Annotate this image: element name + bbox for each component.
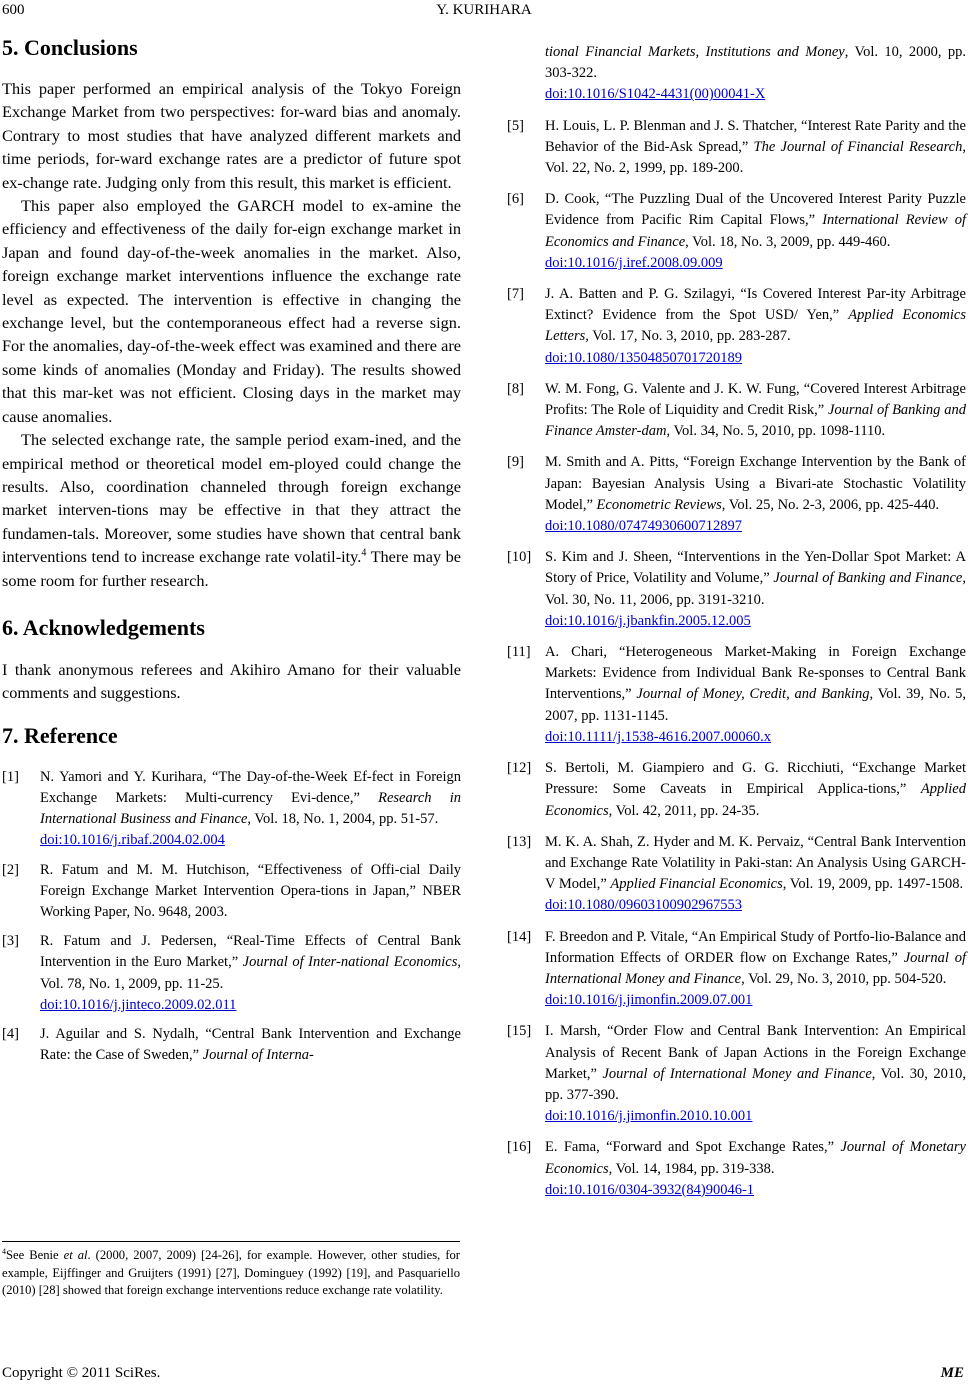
- reference-item: [2, 767, 461, 852]
- reference-authors-title: J. Aguilar and S. Nydalh, “Central Bank Intervention and Exchange Rate: the Case of Sweden,”: [40, 1025, 461, 1064]
- reference-item: [2, 931, 461, 1016]
- reference-doi-link[interactable]: doi:10.1016/j.iref.2008.09.009: [545, 254, 723, 271]
- reference-number: [4]: [2, 1025, 19, 1042]
- reference-details: , Vol. 30, 2010, pp. 377-390.: [545, 1065, 966, 1103]
- page-number: 600: [2, 2, 25, 18]
- reference-authors-title: M. K. A. Shah, Z. Hyder and M. K. Pervaiz, “Central Bank Intervention and Exchange Rate Volatility in Paki-stan: An Analysis Using GARCH-V Model,”: [545, 833, 966, 893]
- reference-number: [6]: [507, 191, 524, 208]
- reference-journal: Journal of International Money and Finance: [545, 949, 967, 987]
- reference-doi-link[interactable]: doi:10.1111/j.1538-4616.2007.00060.x: [545, 728, 771, 745]
- reference-journal: Econometric Reviews: [596, 496, 722, 513]
- reference-doi-link[interactable]: doi:10.1016/j.ribaf.2004.02.004: [40, 832, 225, 849]
- reference-details: , Vol. 14, 1984, pp. 319-338.: [608, 1160, 775, 1177]
- reference-number: [11]: [507, 644, 531, 661]
- reference-number: [5]: [507, 117, 524, 134]
- reference-authors-title: R. Fatum and M. M. Hutchison, “Effectiveness of Offi-cial Daily Foreign Exchange Market Intervention Opera-tions in Japan,” NBER Working Paper, No. 9648, 2003.: [40, 861, 461, 920]
- reference-authors-title: S. Kim and J. Sheen, “Interventions in the Yen-Dollar Spot Market: A Story of Price, Volatility and Volume,”: [545, 549, 966, 587]
- reference-authors-title: N. Yamori and Y. Kurihara, “The Day-of-the-Week Ef-fect in Foreign Exchange Markets: Multi-currency Evi-dence,”: [40, 768, 461, 806]
- reference-text: [40, 931, 461, 1016]
- reference-doi-link[interactable]: doi:10.1080/07474930600712897: [545, 518, 742, 535]
- reference-item: [507, 452, 966, 537]
- reference-text: [40, 767, 461, 852]
- reference-item: [2, 1024, 461, 1066]
- footnote-etal: et al: [63, 1248, 88, 1262]
- reference-number: [10]: [507, 549, 532, 566]
- reference-details: , Vol. 10, 2000, pp. 303-322.: [545, 44, 967, 82]
- reference-list-left: [2, 767, 461, 1067]
- reference-text: [545, 1137, 966, 1201]
- reference-authors-title: I. Marsh, “Order Flow and Central Bank Intervention: An Empirical Analysis of Recent Bank of Japan Actions in the Foreign Exchange Market,”: [545, 1023, 966, 1082]
- reference-item: [507, 832, 966, 917]
- reference-journal: Journal of Inter-national Economics: [242, 954, 458, 971]
- reference-journal: Applied Economics: [545, 781, 966, 819]
- reference-text: [545, 452, 966, 537]
- reference-number: [8]: [507, 380, 524, 397]
- reference-details: , Vol. 19, 2009, pp. 1497-1508.: [782, 876, 964, 893]
- reference-heading: 7. Reference: [2, 722, 118, 748]
- acknowledgements-text: I thank anonymous referees and Akihiro Amano for their valuable comments and suggestions.: [2, 659, 461, 703]
- reference-journal: The Journal of Financial Research: [753, 138, 963, 155]
- reference-text: [545, 42, 966, 106]
- reference-details: , Vol. 25, No. 2-3, 2006, pp. 425-440.: [721, 496, 940, 513]
- reference-journal: Journal of International Money and Finance: [602, 1065, 872, 1082]
- reference-details: , Vol. 18, No. 1, 2004, pp. 51-57.: [247, 811, 439, 828]
- reference-text: [545, 927, 966, 1012]
- reference-list-right: [507, 42, 966, 1201]
- reference-doi-link[interactable]: doi:10.1016/0304-3932(84)90046-1: [545, 1181, 755, 1198]
- footnote: [2, 1247, 460, 1300]
- reference-details: , Vol. 39, No. 5, 2007, pp. 1131-1145.: [545, 686, 966, 724]
- reference-number: [15]: [507, 1023, 532, 1040]
- reference-item: [507, 547, 966, 632]
- left-column: [2, 34, 461, 1074]
- reference-item: [507, 758, 966, 822]
- reference-number: [14]: [507, 928, 532, 945]
- reference-item: [507, 642, 966, 748]
- reference-details: , Vol. 30, No. 11, 2006, pp. 3191-3210.: [545, 570, 966, 608]
- conclusions-paragraph-3-main: The selected exchange rate, the sample period exam-ined, and the empirical method or theoretical model em-ployed could change the results. Also, coordination channeled through foreign exchange market interven-tions may be effective in that they attract the fundamen-tals. Moreover, some studies have shown that central bank interventions tend to increase exchange rate volatil-ity.: [2, 430, 461, 567]
- reference-journal: Applied Economics Letters: [545, 307, 966, 345]
- reference-authors-title: W. M. Fong, G. Valente and J. K. W. Fung, “Covered Interest Arbitrage Profits: The Role of Liquidity and Credit Risk,”: [545, 380, 966, 419]
- reference-details: , Vol. 18, No. 3, 2009, pp. 449-460.: [685, 233, 891, 250]
- reference-number: [3]: [2, 933, 19, 950]
- reference-details: , Vol. 29, No. 3, 2010, pp. 504-520.: [741, 970, 947, 987]
- reference-journal: Journal of Monetary Economics: [545, 1139, 966, 1177]
- reference-doi-link[interactable]: doi:10.1016/j.jimonfin.2009.07.001: [545, 992, 753, 1009]
- reference-authors-title: F. Breedon and P. Vitale, “An Empirical Study of Portfo-lio-Balance and Information Effects of ORDER flow on Exchange Rates,”: [545, 928, 966, 966]
- reference-number: [9]: [507, 454, 524, 471]
- reference-journal: Applied Financial Economics: [610, 876, 783, 893]
- reference-authors-title: A. Chari, “Heterogeneous Market-Making in Foreign Exchange Markets: Evidence from Individual Bank Re-sponses to Central Bank Interventions,”: [545, 644, 966, 703]
- reference-doi-link[interactable]: doi:10.1016/j.jimonfin.2010.10.001: [545, 1108, 753, 1125]
- reference-text: [545, 284, 966, 369]
- reference-authors-title: E. Fama, “Forward and Spot Exchange Rates,”: [545, 1139, 841, 1156]
- footnote-text-post: . (2000, 2007, 2009) [24-26], for example. However, other studies, for example, Eijffinger and Gruijters (1991) [27], Dominguey (1992) [19], and Pasquariello (2010) [28] showed that foreign exchange interventions reduce exchange rate volatility.: [2, 1248, 460, 1297]
- reference-journal: tional Financial Markets, Institutions and Money: [545, 44, 845, 60]
- reference-text: [545, 758, 966, 822]
- reference-text: [40, 1024, 461, 1066]
- copyright-notice: Copyright © 2011 SciRes.: [2, 1365, 161, 1381]
- reference-text: [545, 189, 966, 274]
- reference-doi-link[interactable]: doi:10.1016/j.jinteco.2009.02.011: [40, 996, 237, 1013]
- reference-item: [507, 379, 966, 443]
- reference-number: [2]: [2, 861, 19, 878]
- reference-authors-title: J. A. Batten and P. G. Szilagyi, “Is Covered Interest Par-ity Arbitrage Extinct? Evidence from the Spot USD/ Yen,”: [545, 286, 966, 324]
- reference-item: [2, 860, 461, 924]
- reference-text: [545, 832, 966, 917]
- reference-item: [507, 927, 966, 1012]
- reference-details: , Vol. 17, No. 3, 2010, pp. 283-287.: [585, 328, 791, 345]
- page-header: [0, 0, 968, 22]
- reference-number: [12]: [507, 760, 532, 777]
- reference-text: [545, 1021, 966, 1127]
- reference-doi-link[interactable]: doi:10.1080/09603100902967553: [545, 897, 742, 914]
- footnote-marker: 4: [361, 547, 367, 559]
- reference-journal: Journal of Banking and Finance Amster-dam: [545, 402, 966, 440]
- footnote-text-pre: See Benie: [6, 1248, 64, 1262]
- reference-details: , Vol. 42, 2011, pp. 24-35.: [608, 802, 760, 819]
- conclusions-paragraph-3-tail: There may be some room for further research.: [2, 547, 461, 590]
- reference-journal: Research in International Business and Finance: [40, 789, 461, 828]
- reference-item: [507, 42, 966, 106]
- reference-item: [507, 284, 966, 369]
- reference-text: [40, 860, 461, 924]
- reference-number: [507, 42, 545, 106]
- conclusions-paragraph-2: This paper also employed the GARCH model to ex-amine the efficiency and effectiveness of the daily for-eign exchange market in Japan and found day-of-the-week anomalies in the market. Also, foreign exchange market interventions influence the exchange rate level as expected. The intervention is effective in changing the exchange level, but the contemporaneous effect had a reverse sign. For the anomalies, day-of-the-week effect was examined and there are some kinds of anomalies (Monday and Friday). The results showed that this mar-ket was not efficient. Closing days in the market may cause anomalies.: [2, 196, 461, 426]
- reference-number: [1]: [2, 768, 19, 785]
- running-author: Y. KURIHARA: [436, 2, 532, 18]
- reference-details: , Vol. 78, No. 1, 2009, pp. 11-25.: [40, 954, 461, 992]
- reference-text: [545, 379, 966, 443]
- conclusions-paragraph-3: [2, 428, 461, 592]
- conclusions-heading: 5. Conclusions: [2, 35, 138, 60]
- footnote-rule: [2, 1241, 460, 1242]
- reference-authors-title: S. Bertoli, M. Giampiero and G. G. Ricchiuti, “Exchange Market Pressure: Some Caveats in Empirical Applica-tions,”: [545, 760, 966, 798]
- reference-journal: International Review of Economics and Finance: [545, 212, 966, 250]
- reference-authors-title: H. Louis, L. P. Blenman and J. S. Thatcher, “Interest Rate Parity and the Behavior of the Bid-Ask Spread,”: [545, 117, 966, 155]
- reference-number: [16]: [507, 1139, 532, 1156]
- reference-details: , Vol. 22, No. 2, 1999, pp. 189-200.: [545, 138, 966, 177]
- reference-details: , Vol. 34, No. 5, 2010, pp. 1098-1110.: [666, 423, 886, 440]
- reference-item: [507, 1137, 966, 1201]
- reference-item: [507, 189, 966, 274]
- reference-number: [13]: [507, 833, 532, 850]
- acknowledgements-heading: 6. Acknowledgements: [2, 614, 205, 640]
- reference-authors-title: M. Smith and A. Pitts, “Foreign Exchange Intervention by the Bank of Japan: Bayesian Analysis Using a Bivari-ate Stochastic Volatility Model,”: [545, 454, 966, 513]
- reference-item: [507, 116, 966, 180]
- reference-journal: Journal of Money, Credit, and Banking: [636, 686, 870, 703]
- reference-authors-title: R. Fatum and J. Pedersen, “Real-Time Effects of Central Bank Intervention in the Euro Market,”: [40, 933, 461, 971]
- footnote-number: 4: [2, 1246, 6, 1256]
- right-column: [507, 42, 966, 1211]
- reference-doi-link[interactable]: doi:10.1016/S1042-4431(00)00041-X: [545, 86, 766, 103]
- reference-journal: Journal of Banking and Finance: [773, 570, 963, 587]
- reference-doi-link[interactable]: doi:10.1016/j.jbankfin.2005.12.005: [545, 612, 751, 629]
- reference-text: [545, 116, 966, 180]
- reference-authors-title: D. Cook, “The Puzzling Dual of the Uncovered Interest Parity Puzzle Evidence from Pacific Rim Capital Flows,”: [545, 191, 966, 229]
- journal-abbrev: ME: [940, 1365, 964, 1381]
- reference-doi-link[interactable]: doi:10.1080/13504850701720189: [545, 349, 742, 366]
- reference-text: [545, 642, 966, 748]
- reference-item: [507, 1021, 966, 1127]
- reference-text: [545, 547, 966, 632]
- reference-journal: Journal of Interna-: [202, 1047, 314, 1064]
- conclusions-paragraph-1: This paper performed an empirical analysis of the Tokyo Foreign Exchange Market from two perspectives: for-ward bias and anomaly. Contrary to most studies that have analyzed different markets and time periods, for-ward exchange rates are a predictor of future spot ex-change rate. Judging only from this result, this market is efficient.: [2, 79, 461, 192]
- reference-number: [7]: [507, 286, 524, 303]
